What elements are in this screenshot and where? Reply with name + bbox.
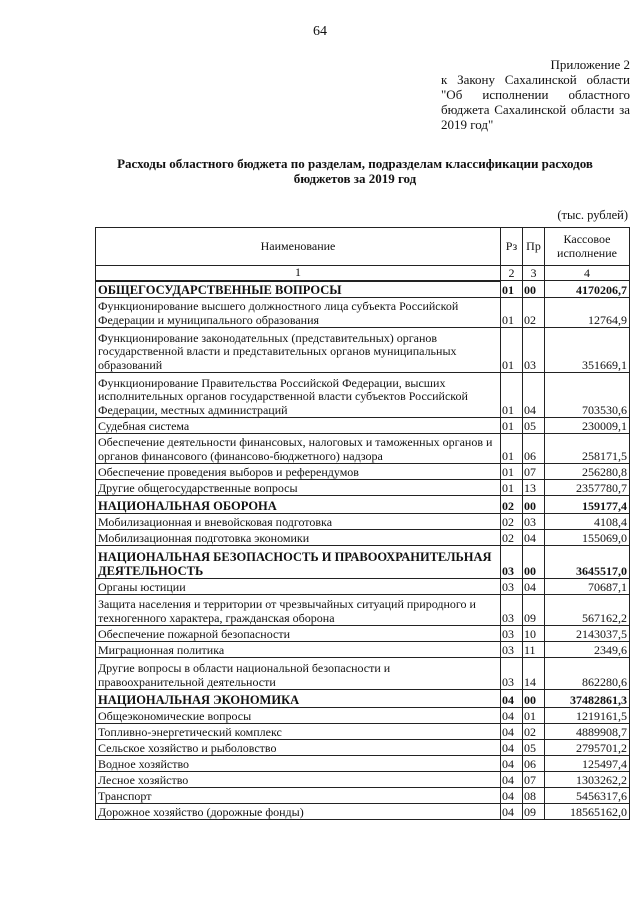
row-rz: 04 — [501, 788, 523, 804]
units-label: (тыс. рублей) — [557, 208, 628, 222]
row-amount: 4108,4 — [545, 514, 630, 530]
row-amount: 12764,9 — [545, 298, 630, 328]
row-amount: 351669,1 — [545, 328, 630, 373]
row-rz: 04 — [501, 804, 523, 820]
expenditure-table — [95, 227, 630, 820]
row-name: Транспорт — [96, 788, 501, 804]
table-row — [96, 788, 630, 804]
row-amount: 2349,6 — [545, 642, 630, 658]
table-row — [96, 480, 630, 496]
row-pr: 05 — [523, 740, 545, 756]
table-header-row — [96, 228, 630, 266]
table-row — [96, 579, 630, 595]
table-row — [96, 595, 630, 626]
row-amount: 256280,8 — [545, 464, 630, 480]
row-amount: 258171,5 — [545, 434, 630, 464]
title-line-2: бюджетов за 2019 год — [293, 171, 417, 186]
header-name: Наименование — [96, 228, 501, 266]
row-name: Функционирование Правительства Российской Федерации, высших исполнительных органов государственной власти субъектов Российской Федерации, местных администраций — [96, 373, 501, 418]
row-pr: 09 — [523, 595, 545, 626]
row-amount: 159177,4 — [545, 496, 630, 514]
document-title — [90, 156, 620, 186]
row-name: НАЦИОНАЛЬНАЯ ЭКОНОМИКА — [96, 690, 501, 708]
row-amount: 1219161,5 — [545, 708, 630, 724]
row-pr: 05 — [523, 418, 545, 434]
row-rz: 03 — [501, 579, 523, 595]
row-name: Водное хозяйство — [96, 756, 501, 772]
row-name: Общеэкономические вопросы — [96, 708, 501, 724]
title-line-1: Расходы областного бюджета по разделам, подразделам классификации расходов — [117, 156, 593, 171]
row-amount: 37482861,3 — [545, 690, 630, 708]
row-rz: 03 — [501, 546, 523, 579]
row-name: Обеспечение проведения выборов и референдумов — [96, 464, 501, 480]
appendix-line-1: Приложение 2 — [550, 57, 630, 72]
table-row — [96, 772, 630, 788]
row-amount: 155069,0 — [545, 530, 630, 546]
row-pr: 02 — [523, 298, 545, 328]
row-rz: 01 — [501, 464, 523, 480]
header-pr: Пр — [523, 228, 545, 266]
column-number: 4 — [545, 266, 630, 281]
row-pr: 08 — [523, 788, 545, 804]
row-rz: 02 — [501, 514, 523, 530]
appendix-line-3: "Об исполнении областного — [441, 87, 630, 102]
table-body — [96, 281, 630, 820]
section-row — [96, 546, 630, 579]
row-name: Функционирование законодательных (представительных) органов государственной власти и представительных органов муниципальных образований — [96, 328, 501, 373]
row-name: Сельское хозяйство и рыболовство — [96, 740, 501, 756]
row-rz: 03 — [501, 642, 523, 658]
row-amount: 2795701,2 — [545, 740, 630, 756]
column-number: 2 — [501, 266, 523, 281]
row-name: НАЦИОНАЛЬНАЯ ОБОРОНА — [96, 496, 501, 514]
table-row — [96, 434, 630, 464]
row-pr: 10 — [523, 626, 545, 642]
row-pr: 04 — [523, 530, 545, 546]
row-name: Мобилизационная и вневойсковая подготовка — [96, 514, 501, 530]
table-row — [96, 328, 630, 373]
row-amount: 70687,1 — [545, 579, 630, 595]
appendix-line-5: 2019 год" — [441, 117, 494, 132]
row-name: Дорожное хозяйство (дорожные фонды) — [96, 804, 501, 820]
row-rz: 04 — [501, 690, 523, 708]
row-pr: 06 — [523, 434, 545, 464]
row-name: Мобилизационная подготовка экономики — [96, 530, 501, 546]
row-pr: 00 — [523, 281, 545, 298]
row-rz: 01 — [501, 328, 523, 373]
row-pr: 13 — [523, 480, 545, 496]
row-amount: 125497,4 — [545, 756, 630, 772]
row-rz: 02 — [501, 530, 523, 546]
appendix-line-2: к Закону Сахалинской области — [441, 72, 630, 87]
appendix-note — [441, 57, 630, 132]
row-name: Обеспечение деятельности финансовых, налоговых и таможенных органов и органов финансового (финансово-бюджетного) надзора — [96, 434, 501, 464]
row-name: Судебная система — [96, 418, 501, 434]
row-rz: 03 — [501, 658, 523, 690]
row-amount: 5456317,6 — [545, 788, 630, 804]
row-amount: 4889908,7 — [545, 724, 630, 740]
row-name: Функционирование высшего должностного лица субъекта Российской Федерации и муниципального образования — [96, 298, 501, 328]
row-name: Другие общегосударственные вопросы — [96, 480, 501, 496]
row-name: НАЦИОНАЛЬНАЯ БЕЗОПАСНОСТЬ И ПРАВООХРАНИТЕЛЬНАЯ ДЕЯТЕЛЬНОСТЬ — [96, 546, 501, 579]
row-rz: 04 — [501, 756, 523, 772]
table-row — [96, 756, 630, 772]
table-row — [96, 373, 630, 418]
row-name: Лесное хозяйство — [96, 772, 501, 788]
row-rz: 04 — [501, 724, 523, 740]
table-row — [96, 658, 630, 690]
row-pr: 01 — [523, 708, 545, 724]
table-row — [96, 464, 630, 480]
row-name: Защита населения и территории от чрезвычайных ситуаций природного и техногенного характера, гражданская оборона — [96, 595, 501, 626]
row-pr: 09 — [523, 804, 545, 820]
row-amount: 862280,6 — [545, 658, 630, 690]
row-rz: 04 — [501, 708, 523, 724]
table-row — [96, 804, 630, 820]
row-amount: 1303262,2 — [545, 772, 630, 788]
column-number: 1 — [96, 266, 501, 281]
table-row — [96, 642, 630, 658]
row-amount: 4170206,7 — [545, 281, 630, 298]
row-pr: 03 — [523, 328, 545, 373]
row-amount: 230009,1 — [545, 418, 630, 434]
row-amount: 2143037,5 — [545, 626, 630, 642]
row-rz: 04 — [501, 772, 523, 788]
row-rz: 01 — [501, 418, 523, 434]
section-row — [96, 281, 630, 298]
row-pr: 07 — [523, 772, 545, 788]
row-amount: 18565162,0 — [545, 804, 630, 820]
row-pr: 04 — [523, 579, 545, 595]
table-row — [96, 626, 630, 642]
column-number: 3 — [523, 266, 545, 281]
row-pr: 07 — [523, 464, 545, 480]
appendix-line-4: бюджета Сахалинской области за — [441, 102, 630, 117]
row-amount: 703530,6 — [545, 373, 630, 418]
section-row — [96, 496, 630, 514]
row-amount: 3645517,0 — [545, 546, 630, 579]
row-rz: 02 — [501, 496, 523, 514]
row-name: Обеспечение пожарной безопасности — [96, 626, 501, 642]
row-name: Топливно-энергетический комплекс — [96, 724, 501, 740]
row-rz: 01 — [501, 281, 523, 298]
row-pr: 00 — [523, 690, 545, 708]
row-pr: 00 — [523, 496, 545, 514]
row-pr: 02 — [523, 724, 545, 740]
header-amount: Кассовое исполнение — [545, 228, 630, 266]
row-pr: 04 — [523, 373, 545, 418]
row-rz: 01 — [501, 373, 523, 418]
row-pr: 14 — [523, 658, 545, 690]
table-row — [96, 418, 630, 434]
row-name: Миграционная политика — [96, 642, 501, 658]
row-rz: 03 — [501, 626, 523, 642]
header-rz: Рз — [501, 228, 523, 266]
row-rz: 01 — [501, 298, 523, 328]
table-row — [96, 724, 630, 740]
row-pr: 03 — [523, 514, 545, 530]
row-amount: 567162,2 — [545, 595, 630, 626]
row-rz: 01 — [501, 480, 523, 496]
row-name: ОБЩЕГОСУДАРСТВЕННЫЕ ВОПРОСЫ — [96, 281, 501, 298]
column-number-row — [96, 266, 630, 281]
row-rz: 01 — [501, 434, 523, 464]
row-pr: 06 — [523, 756, 545, 772]
row-name: Органы юстиции — [96, 579, 501, 595]
table-row — [96, 530, 630, 546]
row-name: Другие вопросы в области национальной безопасности и правоохранительной деятельности — [96, 658, 501, 690]
row-rz: 03 — [501, 595, 523, 626]
table-row — [96, 298, 630, 328]
table-row — [96, 514, 630, 530]
row-pr: 11 — [523, 642, 545, 658]
row-rz: 04 — [501, 740, 523, 756]
table-row — [96, 740, 630, 756]
row-pr: 00 — [523, 546, 545, 579]
row-amount: 2357780,7 — [545, 480, 630, 496]
section-row — [96, 690, 630, 708]
page-number: 64 — [313, 24, 327, 39]
table-row — [96, 708, 630, 724]
